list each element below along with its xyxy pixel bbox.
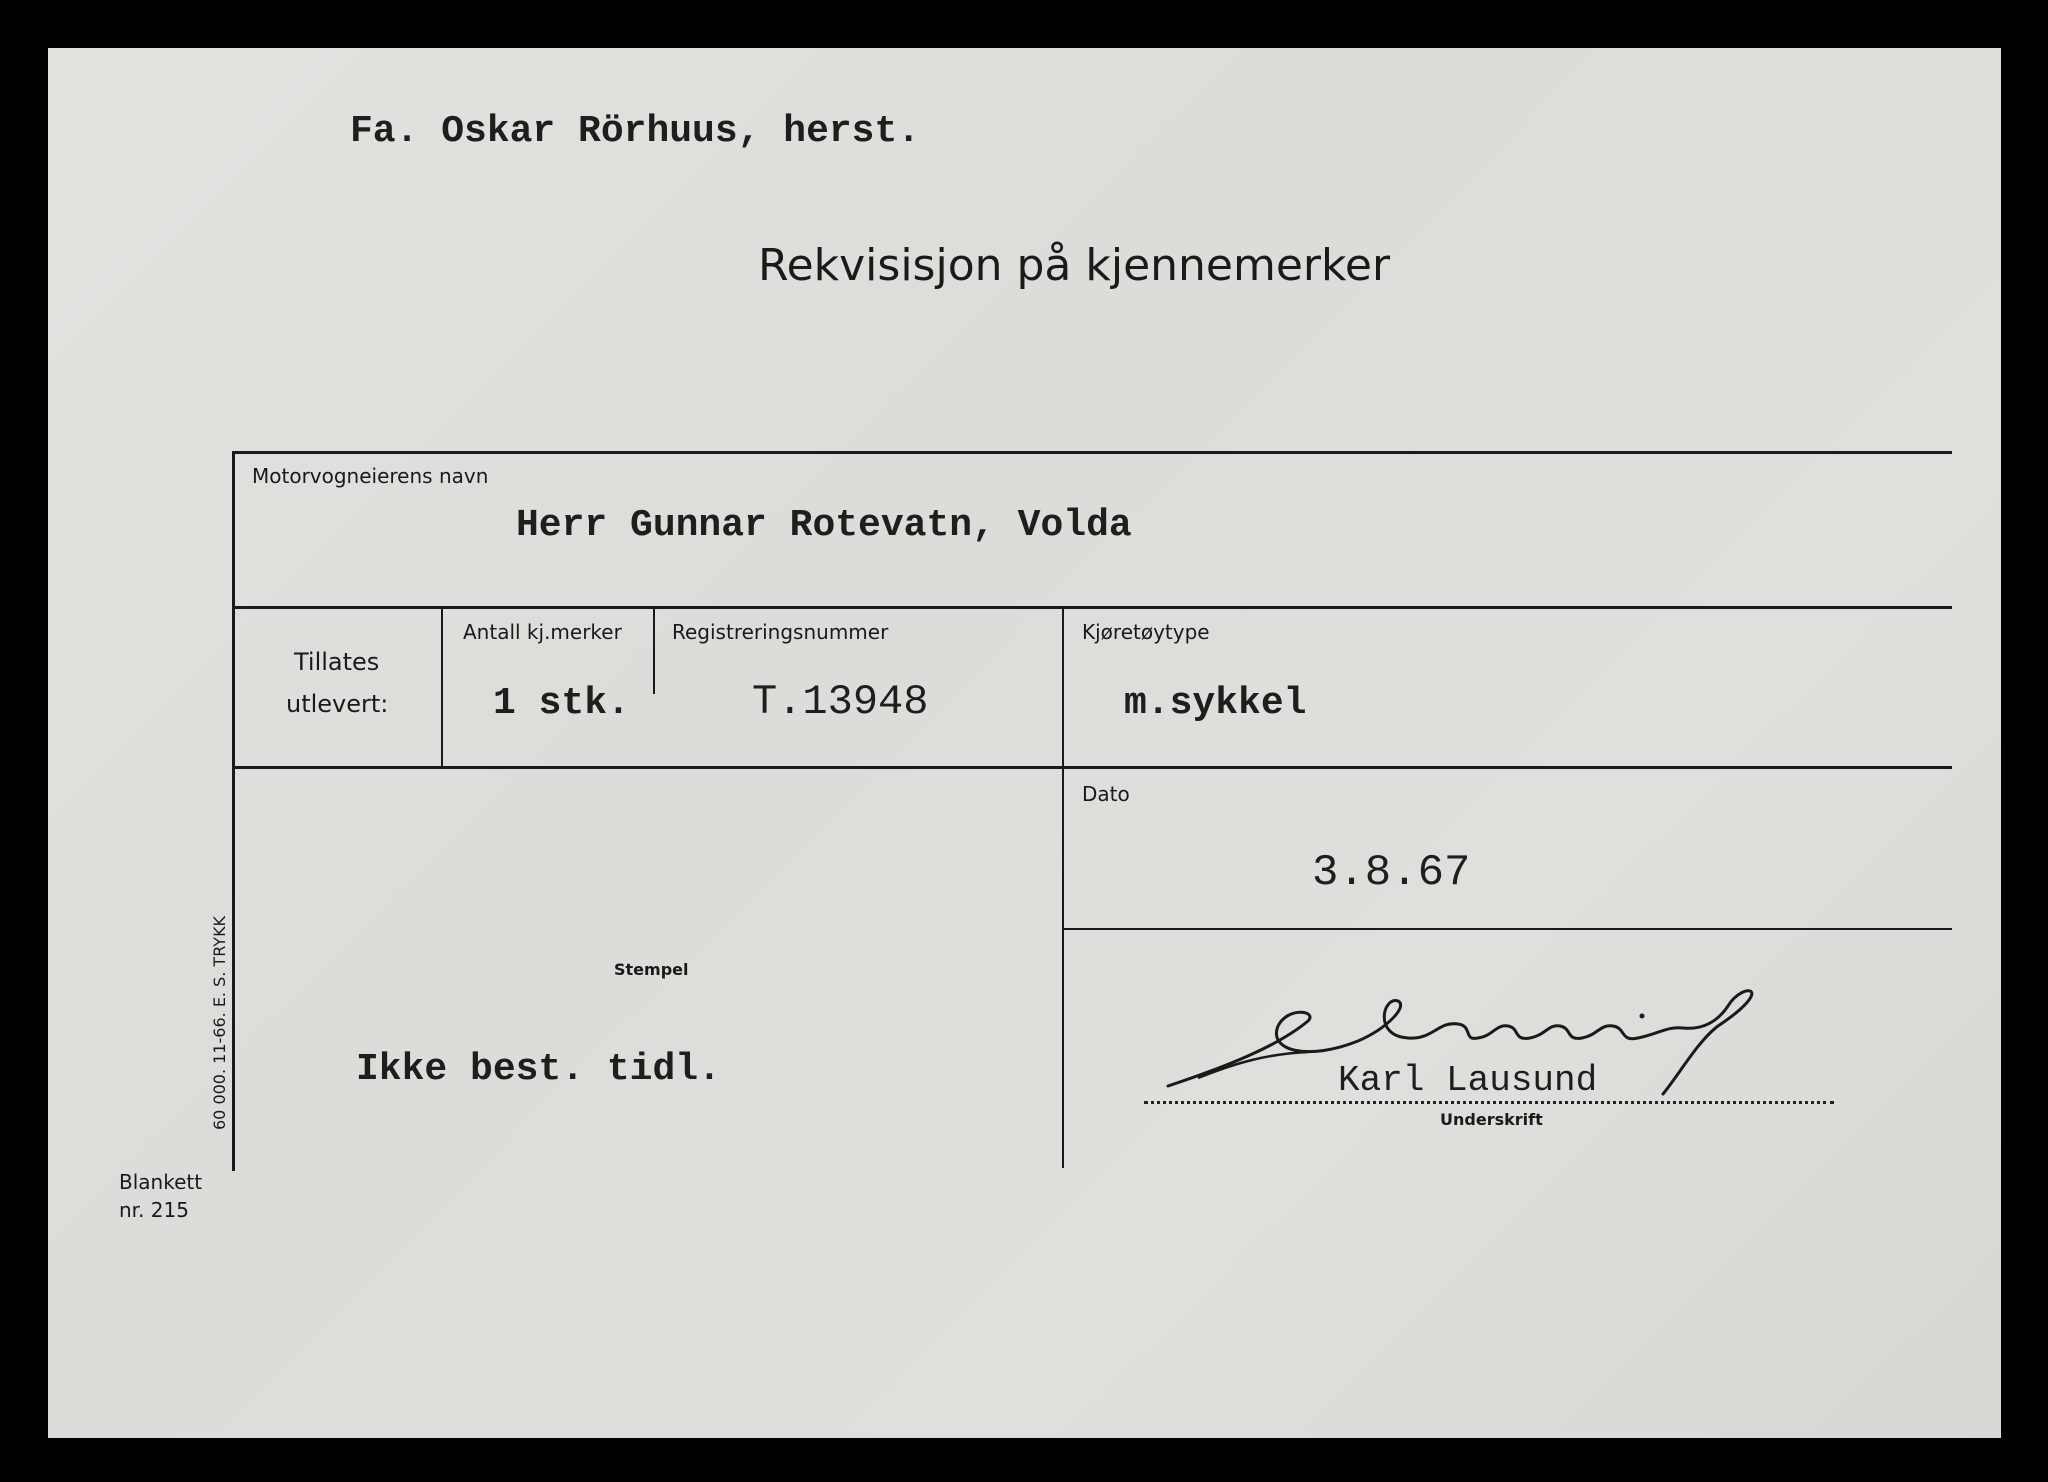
owner-name-value: Herr Gunnar Rotevatn, Volda <box>516 504 1132 547</box>
count-column-divider <box>441 606 443 767</box>
owner-name-label: Motorvogneierens navn <box>252 464 489 488</box>
count-label: Antall kj.merker <box>463 620 622 644</box>
form-number-line2: nr. 215 <box>119 1198 189 1222</box>
requisition-form-paper <box>48 48 2001 1438</box>
sender-line: Fa. Oskar Rörhuus, herst. <box>350 110 921 153</box>
allowed-label-line2: utlevert: <box>286 690 389 718</box>
table-top-border <box>232 451 1952 454</box>
allowed-label-line1: Tillates <box>294 648 380 676</box>
permit-row-divider <box>232 766 1952 769</box>
signature-label: Underskrift <box>1440 1110 1543 1129</box>
type-column-divider <box>1062 606 1064 1168</box>
date-value: 3.8.67 <box>1312 848 1471 898</box>
reg-number-value: T.13948 <box>752 678 929 726</box>
vehicle-type-label: Kjøretøytype <box>1082 620 1210 644</box>
form-number-line1: Blankett <box>119 1170 203 1194</box>
form-title: Rekvisisjon på kjennemerker <box>758 240 1391 291</box>
reg-column-divider <box>653 606 655 694</box>
owner-row-divider <box>232 606 1952 609</box>
date-row-divider <box>1064 928 1952 930</box>
stamp-label: Stempel <box>614 960 689 979</box>
vehicle-type-value: m.sykkel <box>1124 682 1307 725</box>
table-left-border <box>232 451 235 1171</box>
printer-imprint: 60 000. 11-66. E. S. TRYKK <box>210 915 229 1130</box>
date-label: Dato <box>1082 782 1130 806</box>
count-value: 1 stk. <box>493 682 630 725</box>
reg-number-label: Registreringsnummer <box>672 620 889 644</box>
signatory-name: Karl Lausund <box>1338 1060 1598 1101</box>
stamp-note: Ikke best. tidl. <box>356 1048 721 1091</box>
signature-line <box>1144 1101 1834 1104</box>
